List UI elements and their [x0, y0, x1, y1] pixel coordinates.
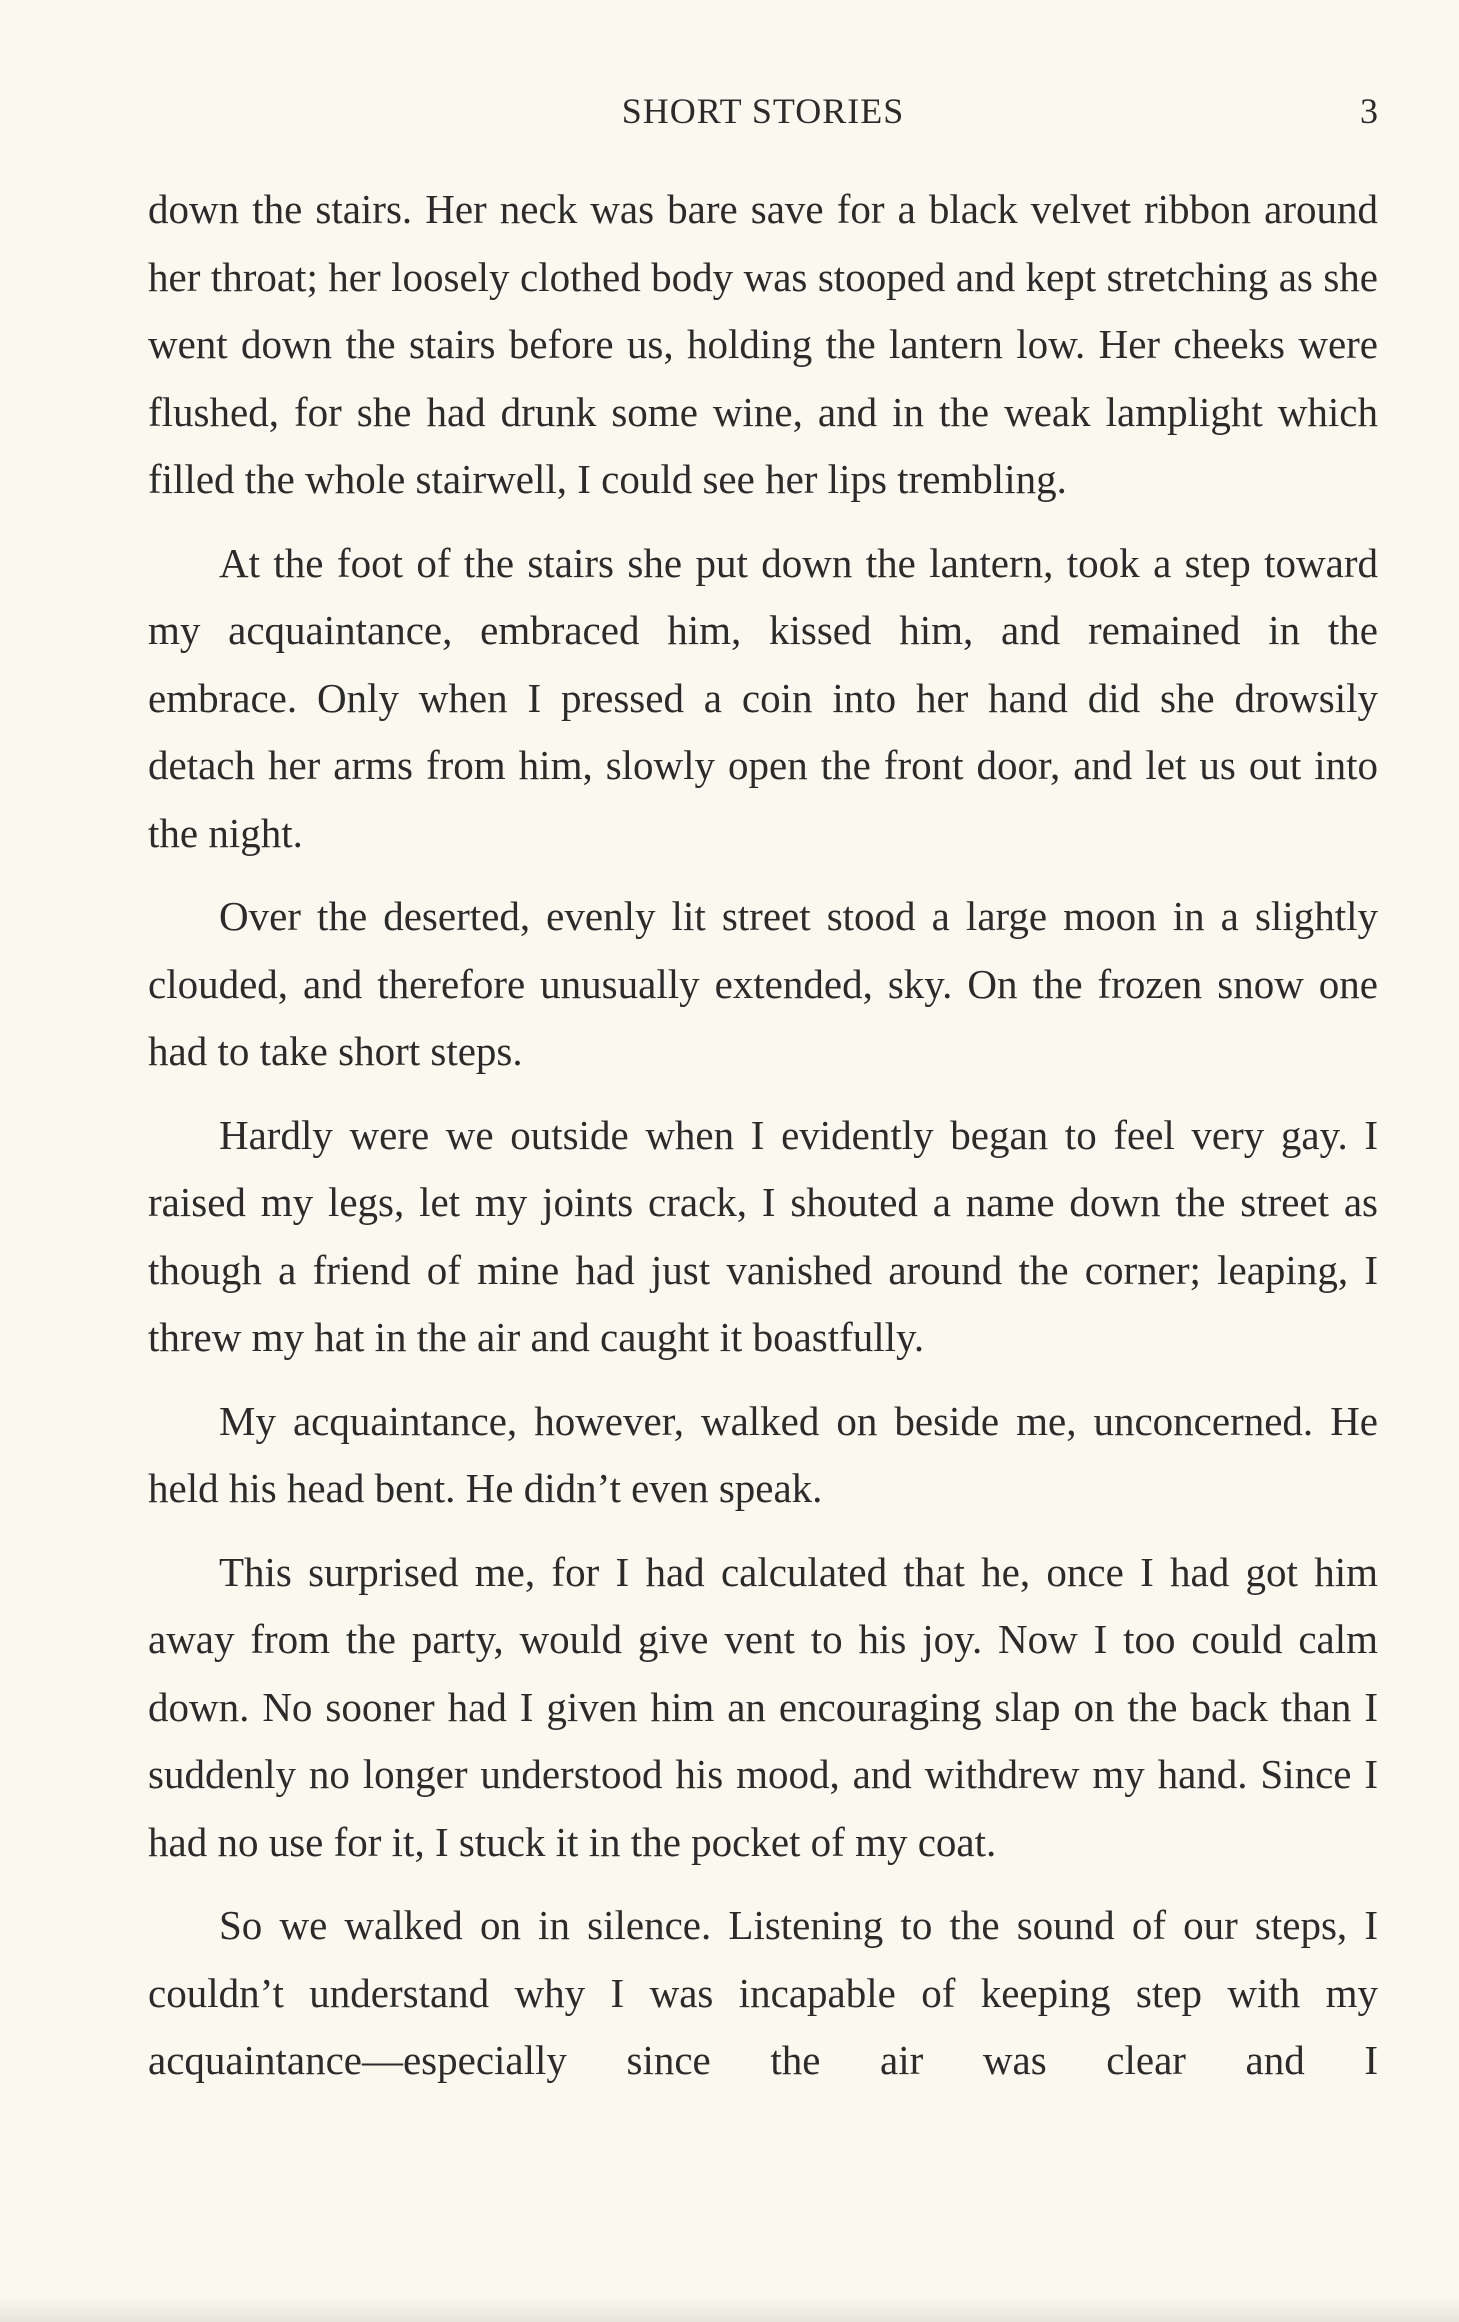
running-title: SHORT STORIES	[621, 91, 905, 131]
page-header	[148, 84, 1378, 144]
paragraph: So we walked on in silence. Listening to the sound of our steps, I couldn’t understand why I was incapable of keeping step with my acquaintance—especially since the air was clear and I	[148, 1902, 1378, 2083]
paragraph: Hardly were we outside when I evidently began to feel very gay. I raised my legs, let my joints crack, I shouted a name down the street as though a friend of mine had just vanished around the corner; leaping, I threw my hat in the air and caught it boastfully.	[148, 1111, 1378, 1360]
page-number: 3	[1360, 91, 1378, 131]
scan-edge-shadow	[0, 2296, 1459, 2322]
paragraph: At the foot of the stairs she put down the lantern, took a step toward my acquaintance, embraced him, kissed him, and remained in the embrace. Only when I pressed a coin into her hand did she drowsily detach her arms from him, slowly open the front door, and let us out into the night.	[148, 539, 1378, 856]
paragraph: My acquaintance, however, walked on beside me, unconcerned. He held his head bent. He didn’t even speak.	[148, 1397, 1378, 1511]
paragraph: Over the deserted, evenly lit street stood a large moon in a slightly clouded, and therefore unusually extended, sky. On the frozen snow one had to take short steps.	[148, 893, 1378, 1074]
body-text	[148, 176, 1378, 2111]
paragraph: This surprised me, for I had calculated that he, once I had got him away from the party, would give vent to his joy. Now I too could calm down. No sooner had I given him an encouraging slap on the back than I suddenly no longer understood his mood, and withdrew my hand. Since I had no use for it, I stuck it in the pocket of my coat.	[148, 1548, 1378, 1865]
paragraph: down the stairs. Her neck was bare save for a black velvet ribbon around her throat; her loosely clothed body was stooped and kept stretching as she went down the stairs before us, holding the lantern low. Her cheeks were flushed, for she had drunk some wine, and in the weak lamplight which filled the whole stairwell, I could see her lips trembling.	[148, 186, 1378, 502]
